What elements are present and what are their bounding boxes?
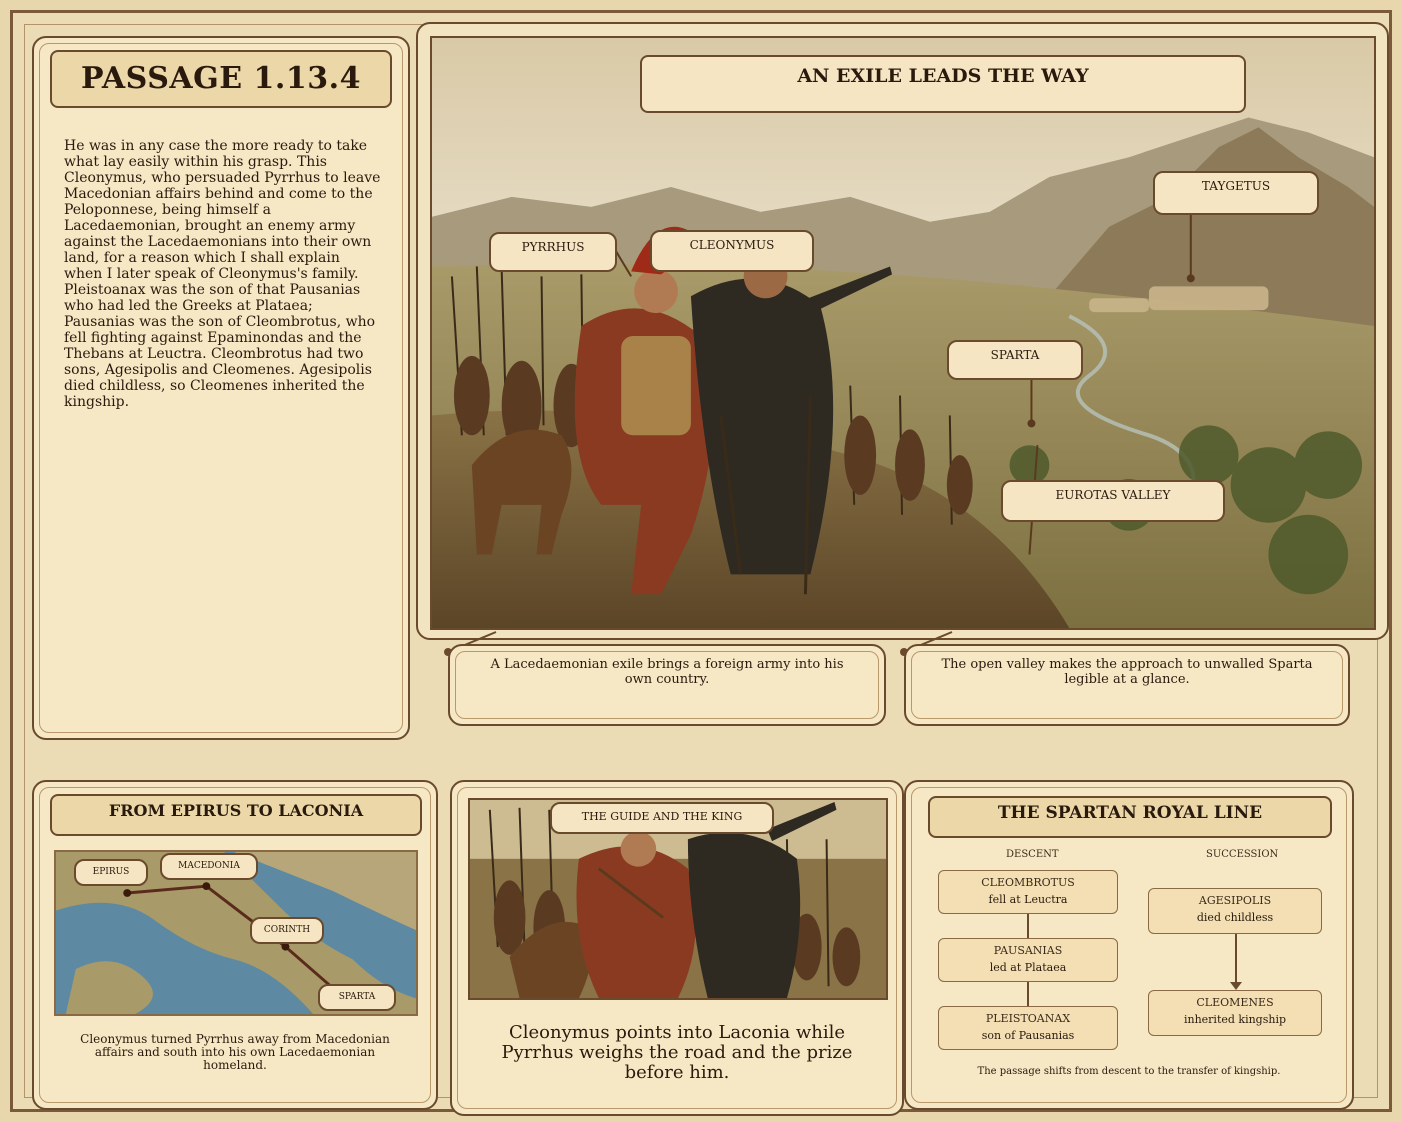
node-pausanias-desc: led at Plataea xyxy=(989,961,1067,974)
node-pausanias xyxy=(938,938,1118,982)
caption-left: A Lacedaemonian exile brings a foreign army into his own country. xyxy=(490,657,844,687)
passage-title: PASSAGE 1.13.4 xyxy=(50,50,392,108)
royal-title: THE SPARTAN ROYAL LINE xyxy=(928,796,1332,838)
label-taygetus xyxy=(1153,171,1319,215)
node-cleombrotus-desc: fell at Leuctra xyxy=(988,893,1068,906)
guide-label-text: THE GUIDE AND THE KING xyxy=(581,810,743,823)
passage-text: He was in any case the more ready to take what lay easily within his grasp. This Cleonymus, who persuaded Pyrrhus to leave Macedonian affairs behind and come to the Peloponnese, being himself a Lacedaemonian, brought an enemy army against the Lacedaemonians into their own land, for a reason which I shall explain when I later speak of Cleonymus's family. Pleistoanax was the son of that Pausanias who had led the Greeks at Plataea; Pausanias was the son of Cleombrotus, who fell fighting against Epaminondas and the Thebans at Leuctra. Cleombrotus had two sons, Agesipolis and Cleomenes. Agesipolis died childless, so Cleomenes inherited the kingship. xyxy=(64,138,381,410)
node-pausanias-name: PAUSANIAS xyxy=(993,944,1063,957)
label-eurotas-valley xyxy=(1001,480,1225,522)
succession-label: SUCCESSION xyxy=(1206,849,1279,860)
guide-caption: Cleonymus points into Laconia while Pyrrhus weighs the road and the prize before him. xyxy=(501,1022,853,1083)
node-cleomenes-name: CLEOMENES xyxy=(1196,996,1274,1009)
scene-illustration xyxy=(430,36,1376,630)
map-label-macedonia xyxy=(160,853,258,880)
node-cleombrotus-name: CLEOMBROTUS xyxy=(981,876,1075,889)
label-cleonymus-text: CLEONYMUS xyxy=(689,238,775,252)
node-cleomenes xyxy=(1148,990,1322,1036)
royal-caption: The passage shifts from descent to the transfer of kingship. xyxy=(977,1066,1281,1077)
label-taygetus-text: TAYGETUS xyxy=(1201,179,1271,193)
label-eurotas-text: EUROTAS VALLEY xyxy=(1055,488,1171,502)
descent-label: DESCENT xyxy=(1006,849,1059,860)
map-label-corinth-text: CORINTH xyxy=(263,925,311,935)
node-pleistoanax-desc: son of Pausanias xyxy=(981,1029,1075,1042)
label-sparta-text: SPARTA xyxy=(990,348,1040,362)
label-pyrrhus-text: PYRRHUS xyxy=(521,240,585,254)
map-label-sparta xyxy=(318,984,396,1011)
label-cleonymus xyxy=(650,230,814,272)
scene-title: AN EXILE LEADS THE WAY xyxy=(640,55,1246,113)
map-caption: Cleonymus turned Pyrrhus away from Macedonian affairs and south into his own Lacedaemonian homeland. xyxy=(80,1032,390,1072)
node-cleombrotus xyxy=(938,870,1118,914)
map-label-corinth xyxy=(250,917,324,944)
node-pleistoanax xyxy=(938,1006,1118,1050)
map-label-sparta-text: SPARTA xyxy=(338,992,376,1002)
caption-right: The open valley makes the approach to unwalled Sparta legible at a glance. xyxy=(941,657,1313,687)
label-pyrrhus xyxy=(489,232,617,272)
guide-label xyxy=(550,802,774,834)
label-sparta xyxy=(947,340,1083,380)
map-label-macedonia-text: MACEDONIA xyxy=(178,861,240,871)
node-agesipolis-name: AGESIPOLIS xyxy=(1198,894,1272,907)
map-title: FROM EPIRUS TO LACONIA xyxy=(50,794,422,836)
map-label-epirus-text: EPIRUS xyxy=(92,867,130,877)
node-pleistoanax-name: PLEISTOANAX xyxy=(985,1012,1071,1025)
node-agesipolis-desc: died childless xyxy=(1196,911,1274,924)
node-cleomenes-desc: inherited kingship xyxy=(1183,1013,1287,1026)
map-label-epirus xyxy=(74,859,148,886)
node-agesipolis xyxy=(1148,888,1322,934)
